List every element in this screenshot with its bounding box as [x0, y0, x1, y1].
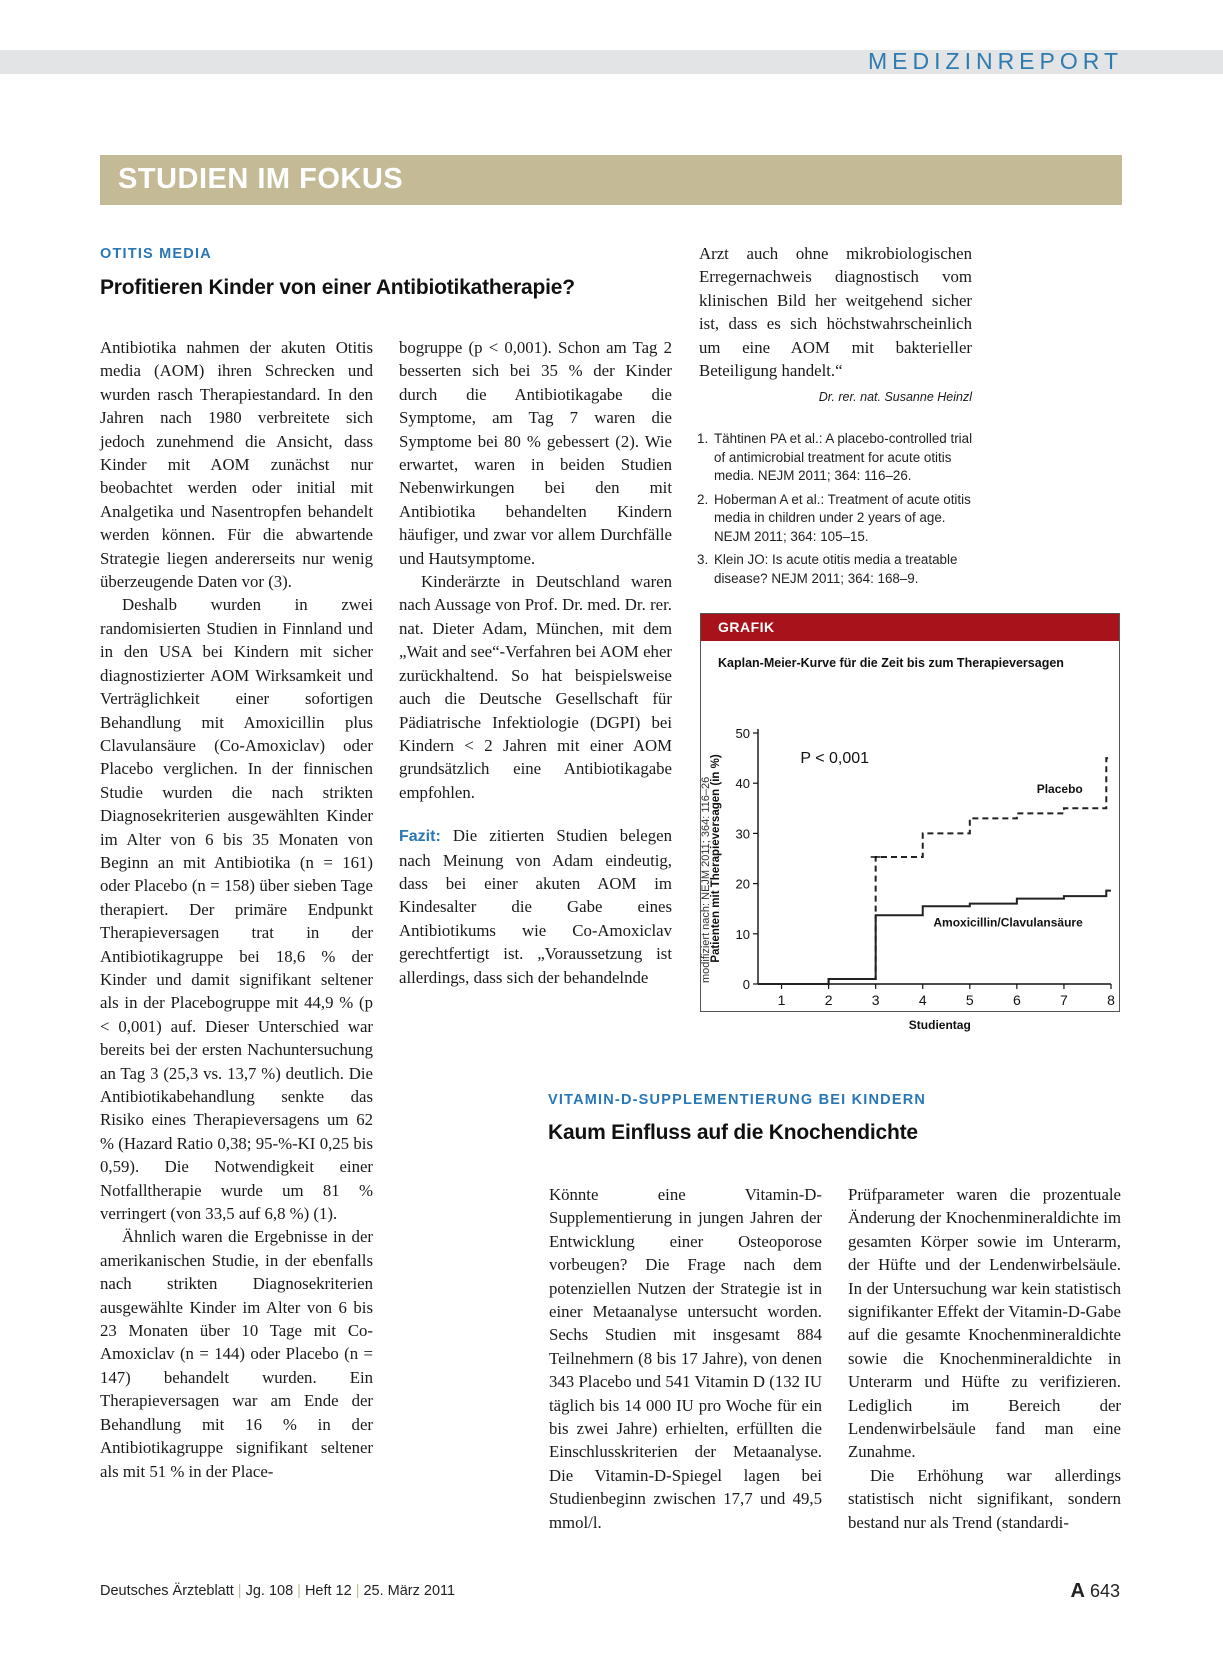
paragraph: Antibiotika nahmen der akuten Otitis media (AOM) ihren Schrecken und wurden rasch Therapiestandard. In den Jahren nach 1980 verbreitete sich jedoch zunehmend die Ansicht, dass Kinder mit AOM zunächst nur beobachtet werden oder initial mit Analgetika und Nasentropfen behandelt werden können. Für die abwartende Strategie liegen andererseits nur wenig überzeugende Daten vor (3). [100, 338, 373, 592]
figure-box [700, 613, 1120, 1032]
series-label-amoxicillin: Amoxicillin/Clavulansäure [933, 915, 1083, 930]
x-tick-label: 1 [777, 992, 786, 1008]
x-axis-label: Studientag [908, 1018, 971, 1032]
reference-item: 3. Klein JO: Is acute otitis media a treatable disease? NEJM 2011; 364: 168–9. [697, 552, 958, 586]
article1-kicker: OTITIS MEDIA [100, 246, 212, 262]
article1-column-3 [699, 242, 972, 410]
author: Dr. rer. nat. Susanne Heinzl [818, 390, 972, 405]
y-tick-label: 0 [742, 977, 750, 992]
footer-citation: Deutsches Ärzteblatt | Jg. 108 | Heft 12 | 25. März 2011 [100, 1583, 456, 1599]
x-tick-label: 6 [1012, 992, 1021, 1008]
article1-headline: Profitieren Kinder von einer Antibiotikatherapie? [100, 276, 575, 299]
series-line-amoxicillin [758, 891, 1111, 984]
section-label: MEDIZINREPORT [868, 48, 1123, 74]
paragraph: Prüfparameter waren die prozentuale Änderung der Knochenmineraldichte im gesamten Körper sowie im Unterarm, der Hüfte und der Lendenwirbelsäule. In der Untersuchung war kein statistisch signifikanter Effekt der Vitamin-D-Gabe auf die gesamte Knochenmineraldichte sowie die Knochenmineraldichte in Unterarm und Hüfte zu verifizieren. Lediglich im Bereich der Lendenwirbelsäule fand man eine Zunahme. [848, 1185, 1121, 1462]
journal-name: Deutsches Ärzteblatt [100, 1583, 234, 1599]
references [697, 430, 975, 593]
article2-kicker: VITAMIN-D-SUPPLEMENTIERUNG BEI KINDERN [548, 1092, 927, 1108]
paragraph: bogruppe (p < 0,001). Schon am Tag 2 besserten sich bei 35 % der Kinder durch die Antibiotikagabe die Symptome, am Tag 7 waren die Symptome bei 80 % gebessert (2). Wie erwartet, waren in beiden Studien Nebenwirkungen bei den mit Antibiotika behandelten Kindern häufiger, und zwar vor allem Durchfälle und Hautsymptome. [399, 338, 672, 568]
y-tick-label: 10 [735, 926, 750, 942]
section-banner [100, 155, 1122, 205]
y-tick-label: 40 [735, 776, 750, 792]
kaplan-meier-chart [701, 641, 1119, 1032]
issue-date: 25. März 2011 [363, 1583, 456, 1599]
x-tick-label: 3 [871, 992, 880, 1008]
page-number: A 643 [1070, 1580, 1120, 1602]
x-tick-label: 5 [965, 992, 974, 1008]
chart-title: Kaplan-Meier-Kurve für die Zeit bis zum Therapieversagen [718, 656, 1064, 670]
issue: Heft 12 [304, 1583, 352, 1599]
fazit-text: Die zitierten Studien belegen nach Meinung von Adam eindeutig, dass bei einer akuten AOM im Kindesalter die Gabe eines Antibiotikums wie Co-Amoxiclav gerechtfertigt ist. „Voraussetzung ist allerdings, dass sich der behandelnde [399, 826, 672, 987]
paragraph: Könnte eine Vitamin-D-Supplementierung in jungen Jahren der Entwicklung einer Osteoporose vorbeugen? Die Frage nach dem potenziellen Nutzen der Strategie ist in einer Metaanalyse untersucht worden. Sechs Studien mit insgesamt 884 Teilnehmern (8 bis 17 Jahre), von denen 343 Placebo und 541 Vitamin D (132 IU täglich bis 14 000 IU pro Woche für ein bis zwei Jahre) erhielten, erfüllten die Einschlusskriterien der Metaanalyse. Die Vitamin-D-Spiegel lagen bei Studienbeginn zwischen 17,7 und 49,5 mmol/l. [549, 1185, 822, 1532]
x-tick-label: 4 [918, 992, 927, 1008]
banner-title: STUDIEN IM FOKUS [118, 163, 404, 195]
y-tick-label: 30 [735, 826, 750, 842]
figure-source-caption: modifiziert nach: NEJM 2011; 364: 116–26 [700, 776, 712, 983]
figure-label: GRAFIK [718, 619, 775, 635]
y-tick-label: 20 [735, 876, 750, 892]
article2-headline: Kaum Einfluss auf die Knochendichte [548, 1121, 918, 1144]
reference-item: 1. Tähtinen PA et al.: A placebo-controlled trial of antimicrobial treatment for acute otitis media. NEJM 2011; 364: 116–26. [697, 431, 973, 483]
y-tick-label: 50 [735, 726, 750, 741]
reference-item: 2. Hoberman A et al.: Treatment of acute otitis media in children under 2 years of age. NEJM 2011; 364: 105–15. [697, 491, 971, 544]
article2-column-2 [848, 1183, 1121, 1534]
paragraph: Ähnlich waren die Ergebnisse in der amerikanischen Studie, in der ebenfalls nach strikten Diagnosekriterien ausgewählte Kinder im Alter von 6 bis 23 Monaten über 10 Tage mit Co-Amoxiclav (n = 144) oder Placebo (n = 147) behandelt wurden. Ein Therapieversagen war am Ende der Behandlung mit 16 % in der Antibiotikagruppe signifikant seltener als mit 51 % in der Place- [100, 1227, 373, 1481]
article1-column-1 [100, 336, 373, 1483]
article1-column-2 [399, 336, 672, 989]
fazit-paragraph [399, 824, 672, 989]
series-label-placebo: Placebo [1036, 782, 1083, 797]
x-tick-label: 2 [824, 992, 833, 1008]
quote-paragraph: Arzt auch ohne mikrobiologischen Erregernachweis diagnostisch vom klinischen Bild her weitgehend sicher ist, dass es sich höchstwahrscheinlich um eine AOM mit bakterieller Beteiligung handelt.“ [699, 244, 972, 381]
figure-header [701, 614, 1119, 641]
paragraph: Die Erhöhung war allerdings statistisch nicht signifikant, sondern bestand nur als Trend (standardi- [848, 1465, 1121, 1532]
x-tick-label: 8 [1107, 992, 1115, 1008]
paragraph: Kinderärzte in Deutschland waren nach Aussage von Prof. Dr. med. Dr. rer. nat. Dieter Adam, München, mit dem „Wait and see“-Verfahren bei AOM eher zurückhaltend. So hat beispielsweise auch die Deutsche Gesellschaft für Pädiatrische Infektiologie (DGPI) bei Kindern < 2 Jahren mit einer AOM grundsätzlich eine Antibiotikagabe empfohlen. [399, 572, 672, 802]
x-tick-label: 7 [1060, 992, 1068, 1008]
volume: Jg. 108 [245, 1583, 294, 1599]
paragraph: Deshalb wurden in zwei randomisierten Studien in Finnland und in den USA bei Kindern mit sicher diagnostizierter AOM Wirksamkeit und Verträglichkeit einer sofortigen Behandlung mit Amoxicillin plus Clavulansäure (Co-Amoxiclav) oder Placebo verglichen. In der finnischen Studie wurden die nach strikten Diagnosekriterien ausgewählten Kinder im Alter von 6 bis 35 Monaten von Beginn an mit Antibiotika (n = 161) oder Placebo (n = 158) über sieben Tage therapiert. Der primäre Endpunkt Therapieversagen trat in der Antibiotikagruppe bei 18,6 % der Kinder und damit signifikant seltener als in der Placebogruppe mit 44,9 % (p < 0,001) auf. Dieser Unterschied war bereits bei der ersten Nachuntersuchung an Tag 3 (25,3 vs. 13,7 %) deutlich. Die Antibiotikabehandlung senkte das Risiko eines Therapieversagens um 62 % (Hazard Ratio 0,38; 95-%-KI 0,25 bis 0,59). Die Notwendigkeit einer Notfalltherapie wurde um 81 % verringert (von 33,5 auf 6,8 %) (1). [100, 595, 373, 1224]
fazit-label: Fazit: [399, 828, 441, 846]
p-value-annotation: P < 0,001 [800, 750, 870, 768]
y-axis-label: Patienten mit Therapieversagen (in %) [710, 754, 722, 963]
article2-column-1 [549, 1183, 822, 1534]
